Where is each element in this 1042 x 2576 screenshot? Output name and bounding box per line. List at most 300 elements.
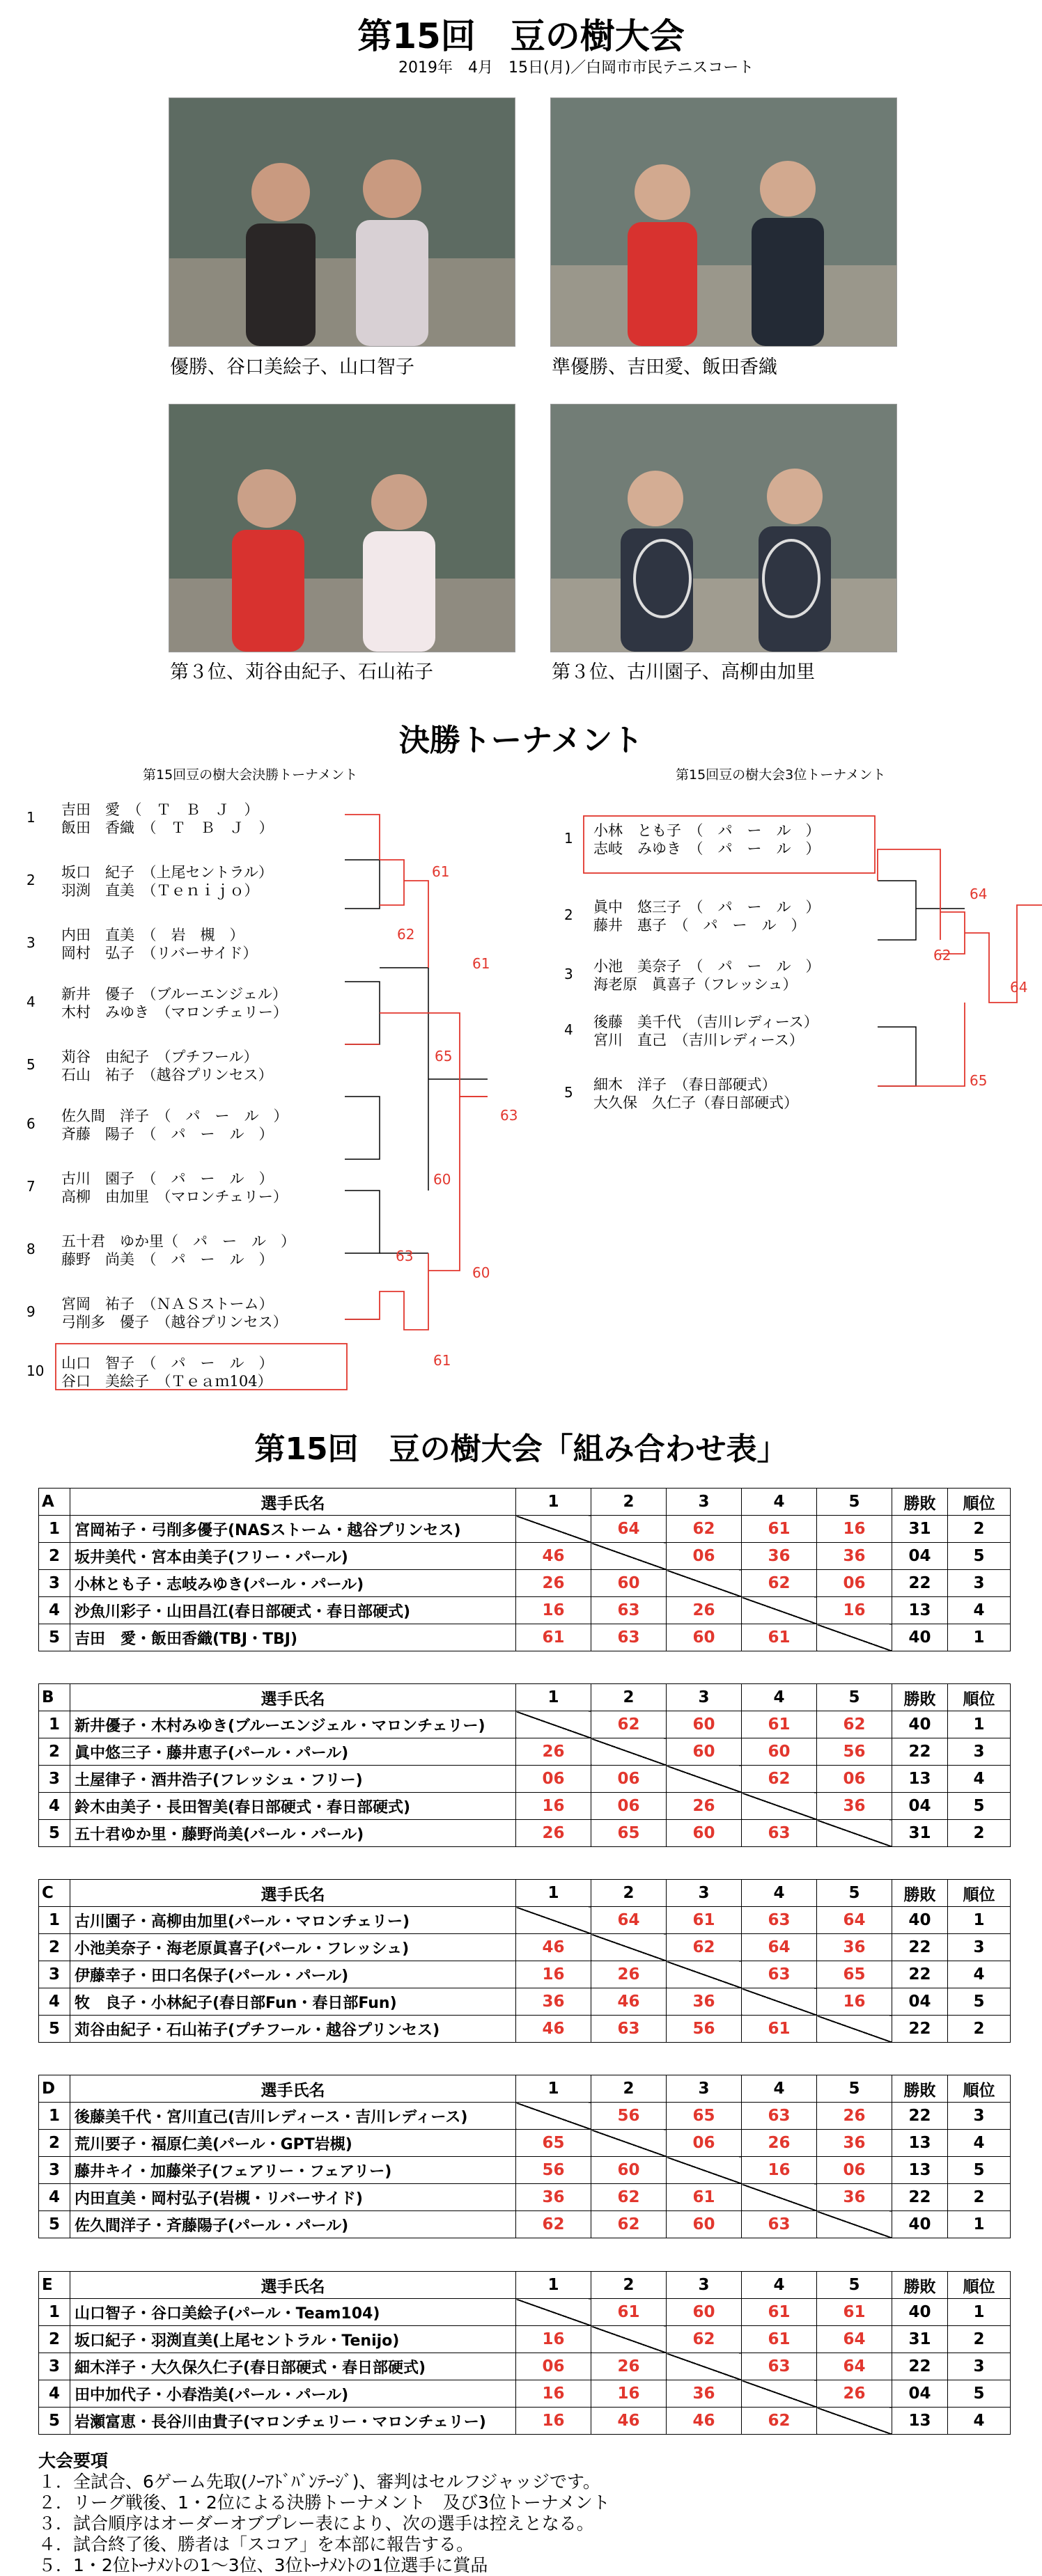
- column-header: 順位: [948, 1489, 1011, 1516]
- column-header: 選手氏名: [70, 1684, 516, 1711]
- pair-name: 土屋律子・酒井浩子(フレッシュ・フリー): [70, 1766, 516, 1793]
- player-line: 羽渕 直美 （Ｔｅｎｉｊｏ）: [61, 882, 259, 899]
- column-header: 1: [516, 1880, 591, 1907]
- rank: 2: [948, 2326, 1011, 2353]
- score-cell: 26: [516, 1738, 591, 1766]
- column-header: 選手氏名: [70, 1880, 516, 1907]
- rank: 3: [948, 1934, 1011, 1961]
- row-number: 1: [39, 1711, 70, 1738]
- score-cell: 63: [742, 2211, 817, 2238]
- pair-name: 佐久間洋子・斉藤陽子(パール・パール): [70, 2211, 516, 2238]
- diagonal-cell: [817, 2211, 892, 2238]
- pair-name: 吉田 愛・飯田香織(TBJ・TBJ): [70, 1624, 516, 1651]
- event-date: 2019年 4月 15日(月)／白岡市市民テニスコート: [398, 59, 754, 77]
- win-loss: 13: [892, 2408, 948, 2435]
- score-cell: 16: [591, 2380, 667, 2408]
- entry-number: 1: [26, 809, 36, 826]
- final-bracket-title: 第15回豆の樹大会決勝トーナメント: [143, 767, 358, 783]
- diagonal-cell: [817, 2016, 892, 2043]
- score-cell: 46: [667, 2408, 742, 2435]
- player-line: 斉藤 陽子 （ パ ー ル ）: [61, 1126, 274, 1142]
- table-row: [39, 1961, 1011, 1988]
- row-number: 5: [39, 1624, 70, 1651]
- rank: 5: [948, 1988, 1011, 2016]
- player-line: 小林 とも子 （ パ ー ル ）: [593, 822, 821, 839]
- rank: 1: [948, 2211, 1011, 2238]
- player-line: 谷口 美絵子 （Ｔｅａｍ104）: [61, 1373, 272, 1390]
- rank: 2: [948, 1820, 1011, 1847]
- entry-number: 2: [26, 872, 36, 888]
- row-number: 3: [39, 1766, 70, 1793]
- score-cell: 36: [817, 2184, 892, 2211]
- player-line: 苅谷 由紀子 （プチフール）: [61, 1049, 258, 1065]
- score-cell: 63: [742, 1907, 817, 1934]
- score-cell: 65: [667, 2103, 742, 2130]
- column-header: 1: [516, 2272, 591, 2299]
- score-cell: 26: [667, 1597, 742, 1624]
- pair-name: 小池美奈子・海老原眞喜子(パール・フレッシュ): [70, 1934, 516, 1961]
- column-header: 順位: [948, 1880, 1011, 1907]
- score-cell: 61: [591, 2299, 667, 2326]
- win-loss: 22: [892, 1934, 948, 1961]
- rank: 2: [948, 2184, 1011, 2211]
- score-cell: 16: [516, 1793, 591, 1820]
- score-cell: 61: [742, 1624, 817, 1651]
- score-cell: 36: [742, 1543, 817, 1570]
- rule-item: ４．試合終了後、勝者は「スコア」を本部に報告する。: [38, 2534, 474, 2554]
- player-line: 藤野 尚美 （ パ ー ル ）: [61, 1251, 274, 1268]
- pair-name: 小林とも子・志岐みゆき(パール・パール): [70, 1570, 516, 1597]
- table-row: [39, 1711, 1011, 1738]
- row-number: 4: [39, 2380, 70, 2408]
- player-line: 新井 優子 （ブルーエンジェル）: [61, 986, 287, 1003]
- score-cell: 26: [817, 2380, 892, 2408]
- score-cell: 60: [667, 2299, 742, 2326]
- row-number: 2: [39, 1543, 70, 1570]
- row-number: 1: [39, 2299, 70, 2326]
- pair-name: 藤井キイ・加藤栄子(フェアリー・フェアリー): [70, 2157, 516, 2184]
- table-row: [39, 2299, 1011, 2326]
- diagonal-cell: [516, 1516, 591, 1543]
- diagonal-cell: [667, 2353, 742, 2380]
- pair-name: 田中加代子・小春浩美(パール・パール): [70, 2380, 516, 2408]
- score-cell: 16: [516, 1597, 591, 1624]
- table-row: [39, 2103, 1011, 2130]
- diagonal-cell: [742, 1793, 817, 1820]
- diagonal-cell: [742, 2184, 817, 2211]
- player-line: 眞中 悠三子 （ パ ー ル ）: [593, 899, 821, 916]
- pair-name: 鈴木由美子・長田智美(春日部硬式・春日部硬式): [70, 1793, 516, 1820]
- pair-name: 眞中悠三子・藤井恵子(パール・パール): [70, 1738, 516, 1766]
- score-cell: 56: [817, 1738, 892, 1766]
- rank: 1: [948, 1711, 1011, 1738]
- row-number: 5: [39, 1820, 70, 1847]
- table-row: [39, 1793, 1011, 1820]
- match-score: 62: [397, 926, 415, 943]
- column-header: 1: [516, 2075, 591, 2103]
- table-row: [39, 2184, 1011, 2211]
- column-header: 5: [817, 1880, 892, 1907]
- diagonal-cell: [591, 1543, 667, 1570]
- entry-number: 4: [564, 1021, 573, 1038]
- rank: 3: [948, 2353, 1011, 2380]
- column-header: 1: [516, 1489, 591, 1516]
- diagonal-cell: [591, 1738, 667, 1766]
- score-cell: 56: [591, 2103, 667, 2130]
- row-number: 4: [39, 1988, 70, 2016]
- pair-name: 山口智子・谷口美絵子(パール・Team104): [70, 2299, 516, 2326]
- score-cell: 63: [742, 2103, 817, 2130]
- pair-name: 苅谷由紀子・石山祐子(プチフール・越谷プリンセス): [70, 2016, 516, 2043]
- rule-item: １．全試合、6ゲーム先取(ﾉｰｱﾄﾞﾊﾞﾝﾃｰｼﾞ)、審判はセルフジャッジです。: [38, 2472, 600, 2492]
- pair-name: 古川園子・高柳由加里(パール・マロンチェリー): [70, 1907, 516, 1934]
- tournament-rules: [38, 2451, 610, 2576]
- match-score: 62: [933, 947, 951, 964]
- score-cell: 16: [817, 1988, 892, 2016]
- third-bracket-title: 第15回豆の樹大会3位トーナメント: [676, 767, 886, 783]
- win-loss: 22: [892, 2353, 948, 2380]
- column-header: 3: [667, 2075, 742, 2103]
- diagonal-cell: [591, 2326, 667, 2353]
- rank: 1: [948, 2299, 1011, 2326]
- row-number: 3: [39, 2157, 70, 2184]
- league-table-a: [38, 1488, 1011, 1651]
- score-cell: 62: [667, 2326, 742, 2353]
- table-row: [39, 1934, 1011, 1961]
- row-number: 1: [39, 1516, 70, 1543]
- league-title: 第15回 豆の樹大会「組み合わせ表」: [254, 1431, 788, 1467]
- score-cell: 63: [591, 2016, 667, 2043]
- section-title: 決勝トーナメント: [398, 723, 644, 758]
- score-cell: 61: [742, 1711, 817, 1738]
- row-number: 5: [39, 2016, 70, 2043]
- score-cell: 36: [817, 2130, 892, 2157]
- score-cell: 60: [667, 1624, 742, 1651]
- player-line: 岡村 弘子 （リバーサイド）: [61, 945, 258, 961]
- player-line: 細木 洋子 （春日部硬式）: [593, 1076, 777, 1093]
- entry-number: 1: [564, 830, 573, 847]
- score-cell: 62: [516, 2211, 591, 2238]
- rank: 4: [948, 1766, 1011, 1793]
- row-number: 4: [39, 1597, 70, 1624]
- column-header: 1: [516, 1684, 591, 1711]
- score-cell: 64: [817, 2353, 892, 2380]
- diagonal-cell: [667, 1766, 742, 1793]
- table-row: [39, 2016, 1011, 2043]
- table-row: [39, 2157, 1011, 2184]
- column-header: 2: [591, 2075, 667, 2103]
- pair-name: 宮岡祐子・弓削多優子(NASストーム・越谷プリンセス): [70, 1516, 516, 1543]
- entry-number: 4: [26, 994, 36, 1010]
- table-row: [39, 2408, 1011, 2435]
- score-cell: 36: [817, 1934, 892, 1961]
- row-number: 4: [39, 2184, 70, 2211]
- score-cell: 60: [667, 1738, 742, 1766]
- score-cell: 61: [742, 2326, 817, 2353]
- column-header: 勝敗: [892, 1489, 948, 1516]
- score-cell: 65: [516, 2130, 591, 2157]
- match-score: 64: [1010, 979, 1028, 996]
- score-cell: 46: [516, 2016, 591, 2043]
- score-cell: 06: [817, 2157, 892, 2184]
- win-loss: 31: [892, 1820, 948, 1847]
- win-loss: 40: [892, 1711, 948, 1738]
- player-line: 内田 直美 （ 岩 槻 ）: [61, 927, 244, 943]
- photo-caption: 第３位、苅谷由紀子、石山祐子: [170, 661, 433, 683]
- score-cell: 16: [516, 2380, 591, 2408]
- column-header: 4: [742, 1880, 817, 1907]
- diagonal-cell: [742, 2380, 817, 2408]
- score-cell: 26: [591, 2353, 667, 2380]
- column-header: 選手氏名: [70, 1489, 516, 1516]
- column-header: 選手氏名: [70, 2075, 516, 2103]
- score-cell: 16: [516, 2326, 591, 2353]
- pair-name: 五十君ゆか里・藤野尚美(パール・パール): [70, 1820, 516, 1847]
- column-header: 勝敗: [892, 2272, 948, 2299]
- column-header: 2: [591, 1880, 667, 1907]
- score-cell: 36: [516, 2184, 591, 2211]
- column-header: 2: [591, 2272, 667, 2299]
- score-cell: 60: [591, 1570, 667, 1597]
- score-cell: 61: [516, 1624, 591, 1651]
- win-loss: 22: [892, 2016, 948, 2043]
- score-cell: 36: [516, 1988, 591, 2016]
- rank: 3: [948, 1738, 1011, 1766]
- rank: 5: [948, 1793, 1011, 1820]
- column-header: 順位: [948, 2272, 1011, 2299]
- score-cell: 06: [817, 1766, 892, 1793]
- row-number: 2: [39, 2130, 70, 2157]
- score-cell: 26: [817, 2103, 892, 2130]
- win-loss: 22: [892, 1961, 948, 1988]
- score-cell: 62: [667, 1516, 742, 1543]
- row-number: 1: [39, 1907, 70, 1934]
- score-cell: 64: [817, 1907, 892, 1934]
- score-cell: 63: [591, 1597, 667, 1624]
- player-line: 山口 智子 （ パ ー ル ）: [61, 1355, 274, 1372]
- pair-name: 坂井美代・宮本由美子(フリー・パール): [70, 1543, 516, 1570]
- column-header: 勝敗: [892, 1880, 948, 1907]
- table-row: [39, 2380, 1011, 2408]
- diagonal-cell: [742, 1988, 817, 2016]
- match-score: 65: [435, 1048, 453, 1065]
- rank: 2: [948, 1516, 1011, 1543]
- league-table-c: [38, 1879, 1011, 2043]
- rank: 5: [948, 1543, 1011, 1570]
- rank: 1: [948, 1907, 1011, 1934]
- table-row: [39, 1907, 1011, 1934]
- table-row: [39, 1738, 1011, 1766]
- win-loss: 40: [892, 2211, 948, 2238]
- score-cell: 61: [742, 1516, 817, 1543]
- table-row: [39, 1516, 1011, 1543]
- entry-number: 8: [26, 1241, 36, 1257]
- diagonal-cell: [667, 2157, 742, 2184]
- score-cell: 64: [591, 1516, 667, 1543]
- player-line: 石山 祐子 （越谷プリンセス）: [61, 1067, 273, 1083]
- score-cell: 62: [742, 2408, 817, 2435]
- pair-name: 牧 良子・小林紀子(春日部Fun・春日部Fun): [70, 1988, 516, 2016]
- win-loss: 22: [892, 2103, 948, 2130]
- pair-name: 荒川要子・福原仁美(パール・GPT岩槻): [70, 2130, 516, 2157]
- league-table-d: [38, 2075, 1011, 2238]
- table-header-row: [39, 1880, 1011, 1907]
- rule-item: ５．1・2位ﾄｰﾅﾒﾝﾄの1～3位、3位ﾄｰﾅﾒﾝﾄの1位選手に賞品: [38, 2555, 488, 2575]
- score-cell: 16: [742, 2157, 817, 2184]
- table-row: [39, 2353, 1011, 2380]
- diagonal-cell: [817, 2408, 892, 2435]
- photo-caption: 第３位、古川園子、高柳由加里: [552, 661, 815, 683]
- row-number: 5: [39, 2408, 70, 2435]
- diagonal-cell: [817, 1624, 892, 1651]
- entry-number: 7: [26, 1178, 36, 1195]
- player-line: 志岐 みゆき （ パ ー ル ）: [593, 840, 821, 857]
- score-cell: 46: [591, 2408, 667, 2435]
- match-score: 61: [432, 863, 450, 880]
- diagonal-cell: [591, 1934, 667, 1961]
- win-loss: 40: [892, 2299, 948, 2326]
- score-cell: 46: [591, 1988, 667, 2016]
- column-header: 4: [742, 2075, 817, 2103]
- win-loss: 04: [892, 2380, 948, 2408]
- entry-number: 10: [26, 1362, 45, 1379]
- match-score: 61: [433, 1352, 451, 1369]
- column-header: 4: [742, 1684, 817, 1711]
- row-number: 4: [39, 1793, 70, 1820]
- score-cell: 64: [817, 2326, 892, 2353]
- player-line: 藤井 惠子 （ パ ー ル ）: [593, 917, 806, 934]
- rank: 4: [948, 2130, 1011, 2157]
- match-score: 64: [970, 886, 988, 902]
- score-cell: 60: [591, 2157, 667, 2184]
- score-cell: 26: [742, 2130, 817, 2157]
- win-loss: 31: [892, 2326, 948, 2353]
- league-table-b: [38, 1683, 1011, 1847]
- column-header: 5: [817, 2075, 892, 2103]
- player-line: 坂口 紀子 （上尾セントラル）: [61, 864, 273, 881]
- score-cell: 16: [516, 2408, 591, 2435]
- table-row: [39, 2326, 1011, 2353]
- match-score: 60: [433, 1171, 451, 1188]
- column-header: 5: [817, 2272, 892, 2299]
- column-header: 4: [742, 1489, 817, 1516]
- group-label: D: [39, 2075, 70, 2103]
- row-number: 2: [39, 2326, 70, 2353]
- pair-name: 岩瀬富恵・長谷川由貴子(マロンチェリー・マロンチェリー): [70, 2408, 516, 2435]
- league-table-e: [38, 2271, 1011, 2435]
- score-cell: 26: [667, 1793, 742, 1820]
- score-cell: 60: [667, 1711, 742, 1738]
- table-row: [39, 1570, 1011, 1597]
- table-header-row: [39, 2272, 1011, 2299]
- win-loss: 13: [892, 1597, 948, 1624]
- player-line: 宮岡 祐子 （ＮＡＳストーム）: [61, 1296, 274, 1312]
- score-cell: 60: [742, 1738, 817, 1766]
- score-cell: 46: [516, 1934, 591, 1961]
- win-loss: 22: [892, 2184, 948, 2211]
- table-row: [39, 1766, 1011, 1793]
- photo-caption: 優勝、谷口美絵子、山口智子: [170, 356, 414, 378]
- score-cell: 61: [817, 2299, 892, 2326]
- win-loss: 40: [892, 1624, 948, 1651]
- rule-item: ２．リーグ戦後、1・2位による決勝トーナメント 及び3位トーナメント: [38, 2492, 610, 2513]
- score-cell: 36: [817, 1543, 892, 1570]
- score-cell: 64: [591, 1907, 667, 1934]
- score-cell: 64: [742, 1934, 817, 1961]
- score-cell: 63: [742, 1820, 817, 1847]
- score-cell: 06: [667, 2130, 742, 2157]
- rank: 4: [948, 1961, 1011, 1988]
- score-cell: 16: [516, 1961, 591, 1988]
- table-header-row: [39, 1684, 1011, 1711]
- player-line: 海老原 眞喜子（フレッシュ）: [593, 976, 798, 993]
- table-row: [39, 1624, 1011, 1651]
- row-number: 5: [39, 2211, 70, 2238]
- column-header: 2: [591, 1489, 667, 1516]
- pair-name: 後藤美千代・宮川直己(吉川レディース・吉川レディース): [70, 2103, 516, 2130]
- group-label: C: [39, 1880, 70, 1907]
- table-header-row: [39, 1489, 1011, 1516]
- score-cell: 62: [742, 1570, 817, 1597]
- group-label: A: [39, 1489, 70, 1516]
- score-cell: 63: [742, 2353, 817, 2380]
- rank: 3: [948, 2103, 1011, 2130]
- row-number: 3: [39, 2353, 70, 2380]
- score-cell: 06: [516, 2353, 591, 2380]
- score-cell: 65: [817, 1961, 892, 1988]
- score-cell: 36: [667, 2380, 742, 2408]
- pair-name: 沙魚川彩子・山田昌江(春日部硬式・春日部硬式): [70, 1597, 516, 1624]
- pair-name: 坂口紀子・羽渕直美(上尾セントラル・Tenijo): [70, 2326, 516, 2353]
- score-cell: 61: [742, 2299, 817, 2326]
- match-score: 60: [472, 1264, 490, 1281]
- score-cell: 62: [591, 2184, 667, 2211]
- player-line: 宮川 直己 （吉川レディース）: [593, 1032, 804, 1049]
- score-cell: 36: [817, 1793, 892, 1820]
- score-cell: 60: [667, 1820, 742, 1847]
- column-header: 3: [667, 1489, 742, 1516]
- player-line: 後藤 美千代 （吉川レディース）: [593, 1014, 818, 1030]
- score-cell: 06: [667, 1543, 742, 1570]
- entry-number: 3: [564, 966, 573, 982]
- score-cell: 60: [667, 2211, 742, 2238]
- win-loss: 13: [892, 2157, 948, 2184]
- player-line: 大久保 久仁子（春日部硬式）: [593, 1094, 798, 1111]
- column-header: 4: [742, 2272, 817, 2299]
- rules-title: 大会要項: [38, 2451, 109, 2471]
- pair-name: 伊藤幸子・田口名保子(パール・パール): [70, 1961, 516, 1988]
- match-score: 65: [970, 1072, 988, 1089]
- player-line: 小池 美奈子 （ パ ー ル ）: [593, 958, 821, 975]
- score-cell: 46: [516, 1543, 591, 1570]
- score-cell: 61: [667, 1907, 742, 1934]
- row-number: 3: [39, 1570, 70, 1597]
- pair-name: 内田直美・岡村弘子(岩槻・リバーサイド): [70, 2184, 516, 2211]
- column-header: 3: [667, 1880, 742, 1907]
- column-header: 2: [591, 1684, 667, 1711]
- column-header: 順位: [948, 1684, 1011, 1711]
- player-line: 木村 みゆき （マロンチェリー）: [61, 1004, 288, 1021]
- match-score: 63: [500, 1107, 518, 1124]
- entry-number: 9: [26, 1303, 36, 1320]
- diagonal-cell: [817, 1820, 892, 1847]
- score-cell: 56: [667, 2016, 742, 2043]
- rank: 5: [948, 2380, 1011, 2408]
- column-header: 勝敗: [892, 2075, 948, 2103]
- win-loss: 04: [892, 1543, 948, 1570]
- score-cell: 62: [591, 2211, 667, 2238]
- score-cell: 61: [667, 2184, 742, 2211]
